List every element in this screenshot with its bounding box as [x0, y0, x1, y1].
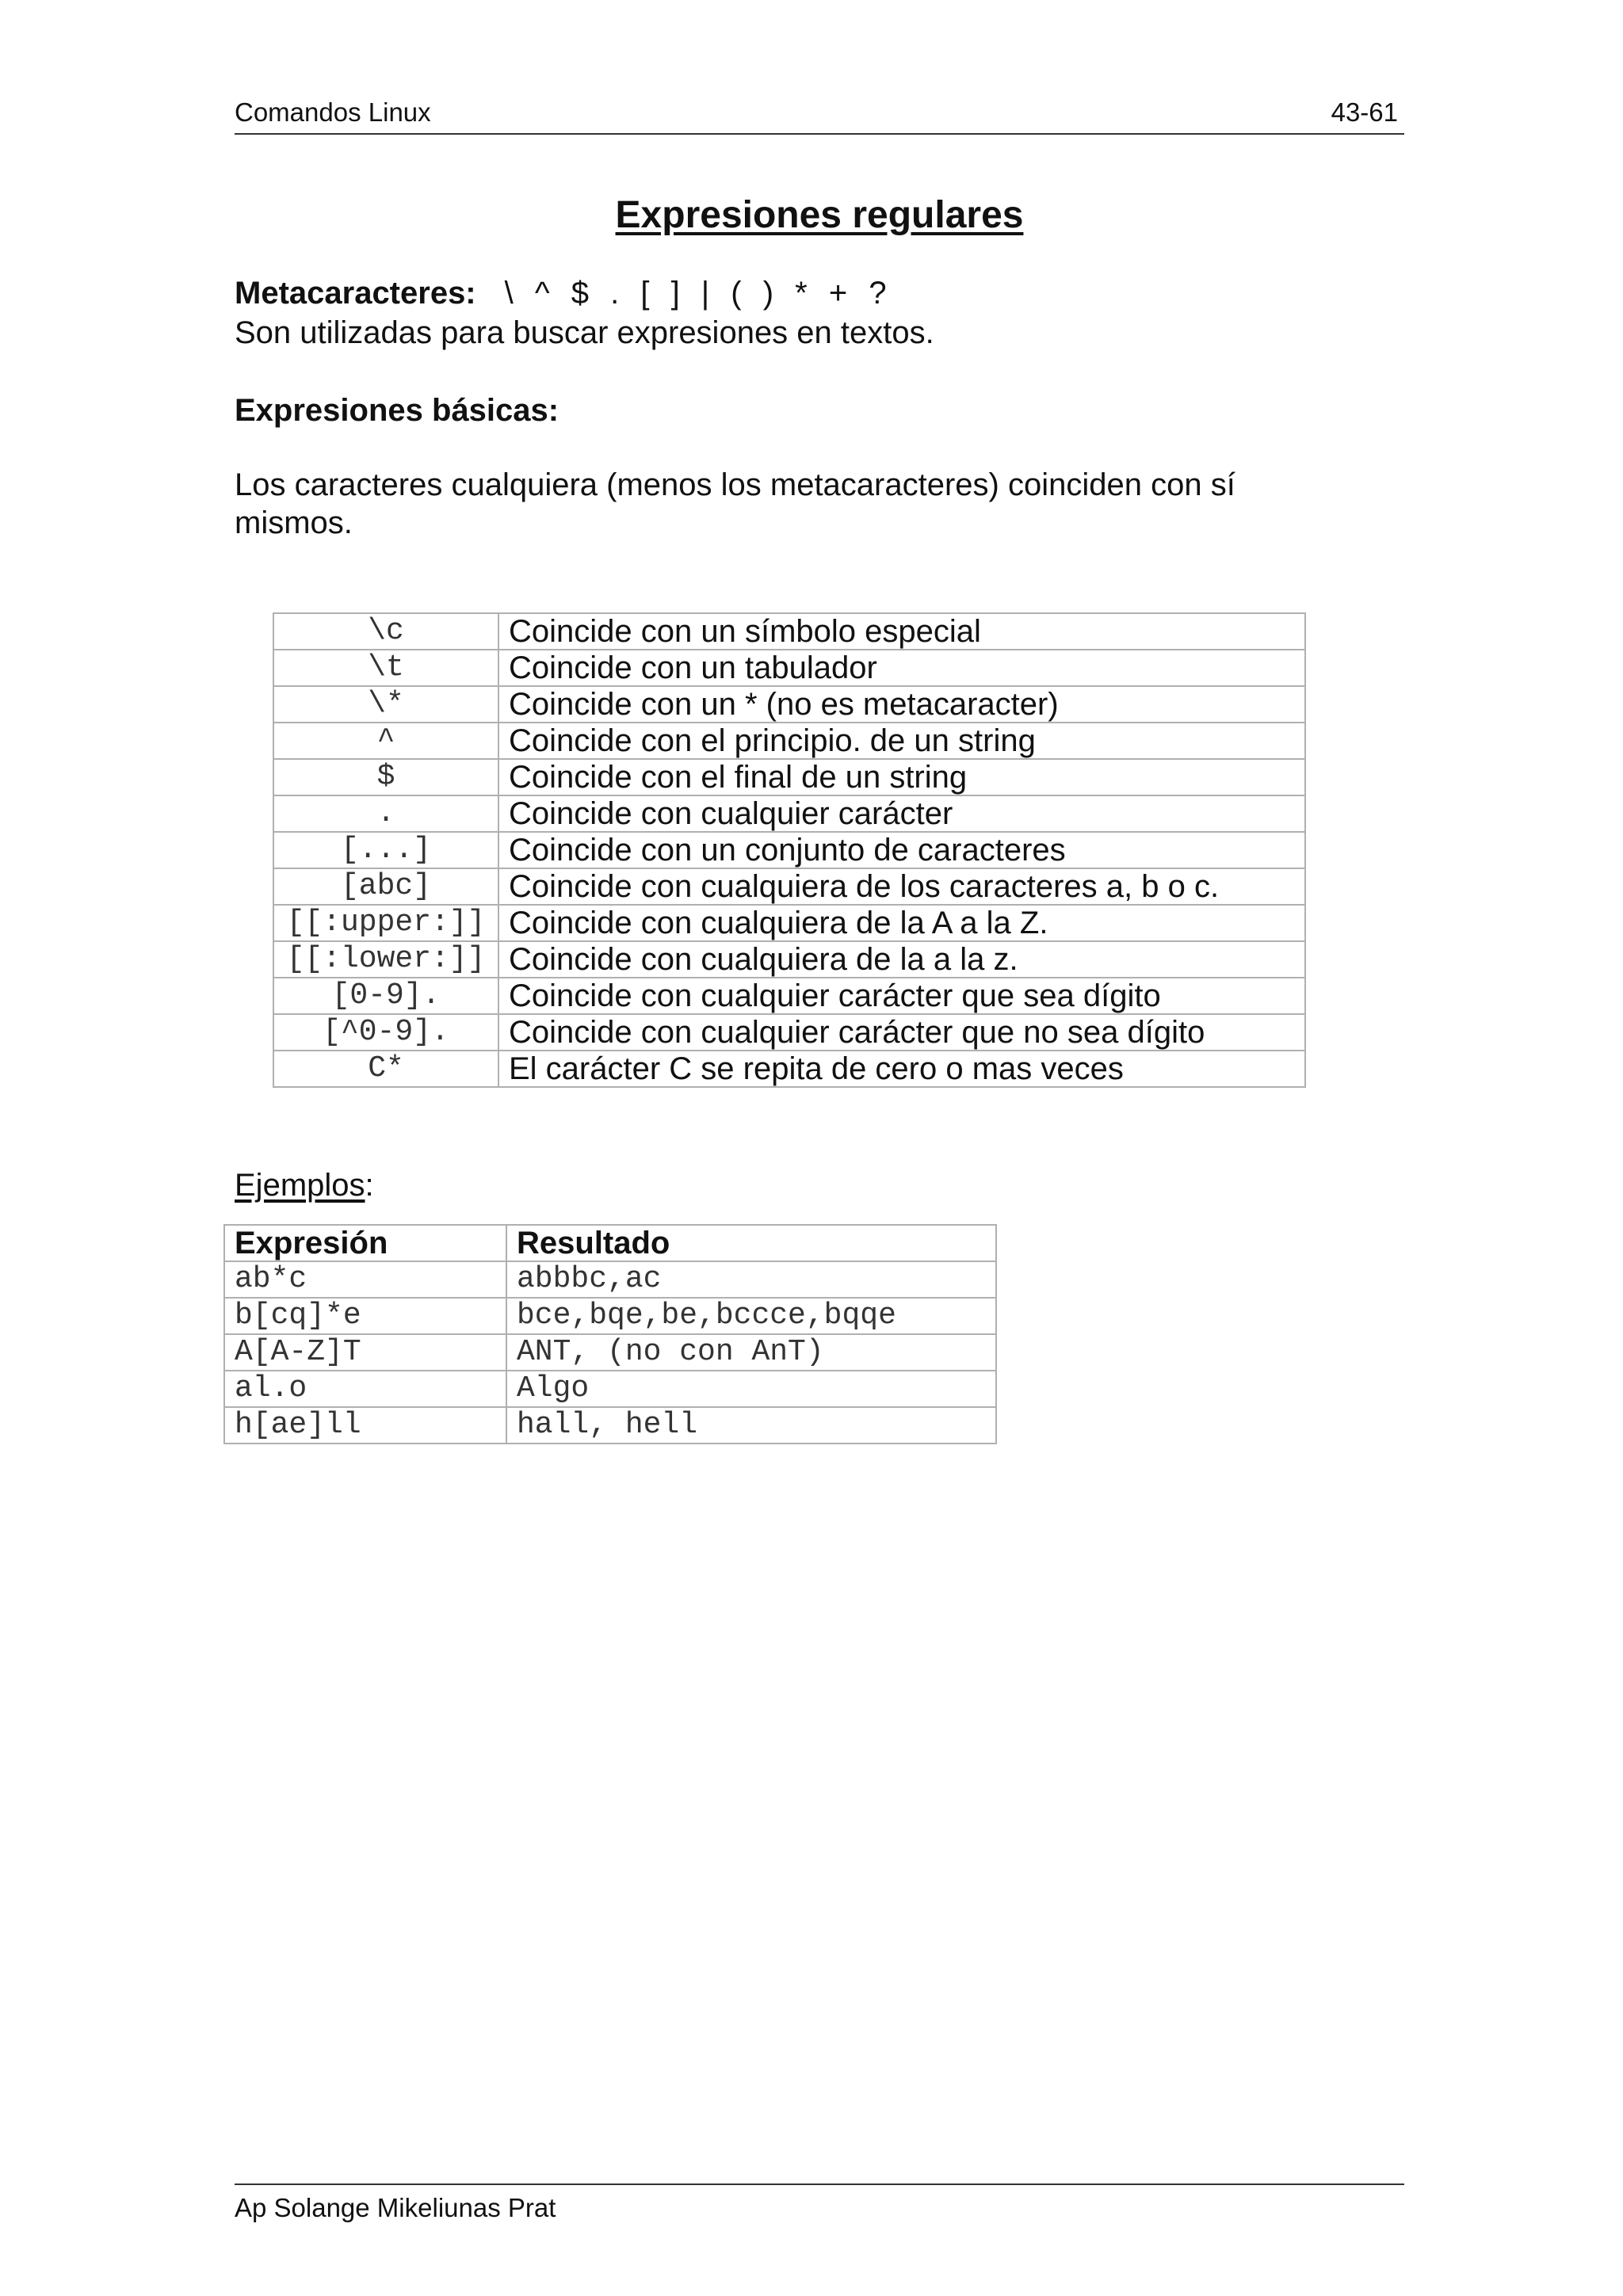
column-header-expression: Expresión [224, 1225, 506, 1261]
basic-expressions-heading: Expresiones básicas: [235, 393, 559, 428]
header-document-title: Comandos Linux [235, 97, 431, 127]
table-row [273, 832, 1305, 868]
pattern-cell: [0-9]. [273, 978, 498, 1014]
table-row [273, 868, 1305, 905]
pattern-cell: C* [273, 1051, 498, 1087]
description-cell: Coincide con un * (no es metacaracter) [498, 686, 1305, 723]
result-cell: bce,bqe,be,bccce,bqqe [506, 1298, 996, 1334]
description-cell: Coincide con el principio. de un string [498, 723, 1305, 759]
result-cell: hall, hell [506, 1407, 996, 1444]
basic-paragraph-line-1: Los caracteres cualquiera (menos los metacaracteres) coinciden con sí [235, 467, 1235, 502]
table-row [273, 795, 1305, 832]
result-cell: abbbc,ac [506, 1261, 996, 1298]
examples-header-row [224, 1225, 996, 1261]
pattern-cell: [^0-9]. [273, 1014, 498, 1051]
expression-cell: al.o [224, 1371, 506, 1407]
pattern-cell: [abc] [273, 868, 498, 905]
table-row [273, 1051, 1305, 1087]
table-row [224, 1298, 996, 1334]
page-title: Expresiones regulares [615, 194, 1024, 236]
page-header [235, 93, 1404, 135]
pattern-cell: [...] [273, 832, 498, 868]
description-cell: Coincide con cualquier carácter [498, 795, 1305, 832]
examples-table-body [224, 1261, 996, 1444]
table-row [224, 1261, 996, 1298]
page-footer: Ap Solange Mikeliunas Prat [235, 2183, 1404, 2223]
table-row [224, 1371, 996, 1407]
metacharacters-line [235, 274, 893, 312]
table-row [273, 686, 1305, 723]
examples-table [223, 1224, 997, 1444]
table-row [273, 978, 1305, 1014]
description-cell: Coincide con un tabulador [498, 650, 1305, 686]
pattern-cell: [[:upper:]] [273, 905, 498, 941]
basic-paragraph-line-2: mismos. [235, 505, 353, 540]
table-row [273, 941, 1305, 978]
examples-label: Ejemplos [235, 1168, 365, 1203]
pattern-cell: $ [273, 759, 498, 795]
metacharacter-table-body [273, 613, 1305, 1087]
pattern-cell: \t [273, 650, 498, 686]
table-row [273, 1014, 1305, 1051]
description-cell: Coincide con cualquiera de la A a la Z. [498, 905, 1305, 941]
pattern-cell: ^ [273, 723, 498, 759]
metacharacters-list: \ ^ $ . [ ] | ( ) * + ? [504, 276, 893, 311]
table-row [224, 1407, 996, 1444]
pattern-cell: . [273, 795, 498, 832]
column-header-result: Resultado [506, 1225, 996, 1261]
examples-heading [235, 1166, 374, 1204]
table-row [273, 613, 1305, 650]
expression-cell: b[cq]*e [224, 1298, 506, 1334]
description-cell: Coincide con un símbolo especial [498, 613, 1305, 650]
description-cell: Coincide con cualquiera de la a la z. [498, 941, 1305, 978]
result-cell: Algo [506, 1371, 996, 1407]
expression-cell: h[ae]ll [224, 1407, 506, 1444]
header-page-number: 43-61 [1331, 97, 1398, 127]
metacharacter-table [273, 612, 1306, 1088]
description-cell: Coincide con cualquier carácter que sea dígito [498, 978, 1305, 1014]
table-row [273, 650, 1305, 686]
description-cell: Coincide con cualquier carácter que no sea dígito [498, 1014, 1305, 1051]
description-cell: El carácter C se repita de cero o mas veces [498, 1051, 1305, 1087]
description-cell: Coincide con el final de un string [498, 759, 1305, 795]
metacharacters-label: Metacaracteres: [235, 276, 476, 311]
pattern-cell: [[:lower:]] [273, 941, 498, 978]
table-row [273, 759, 1305, 795]
metacharacters-description: Son utilizadas para buscar expresiones en textos. [235, 315, 934, 350]
expression-cell: A[A-Z]T [224, 1334, 506, 1371]
examples-colon: : [365, 1168, 374, 1203]
result-cell: ANT, (no con AnT) [506, 1334, 996, 1371]
description-cell: Coincide con cualquiera de los caracteres a, b o c. [498, 868, 1305, 905]
expression-cell: ab*c [224, 1261, 506, 1298]
table-row [224, 1334, 996, 1371]
table-row [273, 905, 1305, 941]
pattern-cell: \* [273, 686, 498, 723]
table-row [273, 723, 1305, 759]
description-cell: Coincide con un conjunto de caracteres [498, 832, 1305, 868]
pattern-cell: \c [273, 613, 498, 650]
